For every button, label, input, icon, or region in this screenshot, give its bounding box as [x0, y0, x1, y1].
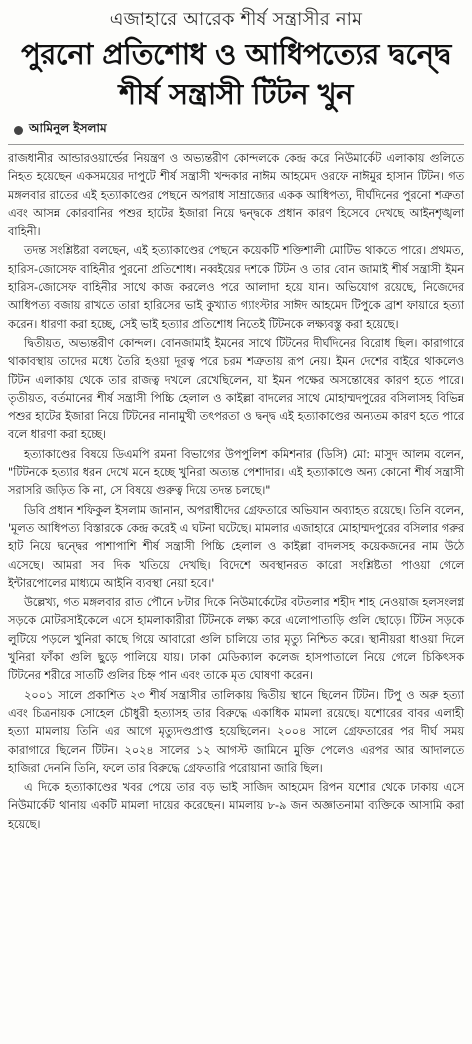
bullet-icon	[14, 126, 23, 135]
paragraph: এ দিকে হত্যাকাণ্ডের খবর পেয়ে তার বড় ভাই সাজিদ আহমেদ রিপন যশোর থেকে ঢাকায় এসে নিউমার্কেট থানায় একটি মামলা দায়ের করেছেন। মামলায় ৮-৯ জন অজ্ঞাতনামা ব্যক্তিকে আসামি করা হয়েছে।	[8, 781, 464, 831]
kicker: এজাহারে আরেক শীর্ষ সন্ত্রাসীর নাম	[109, 9, 363, 30]
paragraph: রাজধানীর আন্ডারওয়ার্ল্ডের নিয়ন্ত্রণ ও অভ্যন্তরীণ কোন্দলকে কেন্দ্র করে নিউমার্কেট এলাকায় গুলিতে নিহত হয়েছেন একসময়ের দাপুটে শীর্ষ সন্ত্রাসী খন্দকার নাঈম আহমেদ ওরফে নাঈমুর হাসান টিটন। গত মঙ্গলবার রাতের এই হত্যাকাণ্ডের পেছনে অপরাধ সাম্রাজ্যের একক আধিপত্য, দীর্ঘদিনের পুরনো শত্রুতা এবং আসন্ন কোরবানির পশুর হাটের ইজারা নিয়ে দ্বন্দ্বকে প্রধান কারণ হিসেবে দেখছে আইনশৃঙ্খলা বাহিনী।	[8, 152, 464, 239]
paragraph: দ্বিতীয়ত, অভ্যন্তরীণ কোন্দল। বোনজামাই ইমনের সাথে টিটনের দীর্ঘদিনের বিরোধ ছিল। কারাগারে থাকাবস্থায় তাদের মধ্যে তৈরি হওয়া দূরত্ব পরে চরম শত্রুতায় রূপ নেয়। ইমন দেশের বাইরে থাকলেও টিটন এলাকায় থেকে তার রাজত্ব দখলে রেখেছিলেন, যা ইমন পক্ষের অসন্তোষের কারণ হতে পারে। তৃতীয়ত, বর্তমানের শীর্ষ সন্ত্রাসী পিচ্চি হেলাল ও কাইল্লা বাদলের সাথে মোহাম্মদপুরের বসিলাসহ বিভিন্ন পশুর হাটের ইজারা নিয়ে টিটনের নানামুখী তৎপরতা ও দ্বন্দ্ব এই হত্যাকাণ্ডের অন্যতম কারণ হতে পারে বলে ধারণা করা হচ্ছে।	[8, 336, 464, 442]
byline: আমিনুল ইসলাম	[29, 121, 107, 135]
paragraph: তদন্ত সংশ্লিষ্টরা বলছেন, এই হত্যাকাণ্ডের পেছনে কয়েকটি শক্তিশালী মোটিভ থাকতে পারে। প্রথমত, হারিস-জোসেফ বাহিনীর পুরনো প্রতিশোধ। নব্বইয়ের দশকে টিটন ও তার বোন জামাই শীর্ষ সন্ত্রাসী ইমন হারিস-জোসেফ বাহিনীর সাথে কাজ করলেও পরে আলাদা হয়ে যান। অভিযোগ রয়েছে, নিজেদের আধিপত্য বজায় রাখতে তারা হারিসের ভাই কুখ্যাত গ্যাংস্টার সাঈদ আহমেদ টিপুকে ব্রাশ ফায়ারে হত্যা করেন। ধারণা করা হচ্ছে, সেই ভাই হত্যার প্রতিশোধ নিতেই টিটনকে লক্ষ্যবস্তু করা হয়েছে।	[8, 244, 464, 331]
byline-row	[14, 120, 464, 140]
paragraph: ২০০১ সালে প্রকাশিত ২৩ শীর্ষ সন্ত্রাসীর তালিকায় দ্বিতীয় স্থানে ছিলেন টিটন। টিপু ও অরু হত্যা এবং চিত্রনায়ক সোহেল চৌধুরী হত্যাসহ তার বিরুদ্ধে একাধিক মামলা রয়েছে। যশোরের বাবর এলাহী হত্যা মামলায় তিনি এর আগে মৃত্যুদণ্ডপ্রাপ্ত হয়েছিলেন। ২০০৪ সালে গ্রেফতারের পর দীর্ঘ সময় কারাগারে ছিলেন টিটন। ২০২৪ সালের ১২ আগস্ট জামিনে মুক্তি পেলেও এরপর আর আদালতে হাজিরা দেননি তিনি, ফলে তার বিরুদ্ধে গ্রেফতারি পরোয়ানা জারি ছিল।	[8, 688, 464, 775]
article-body	[8, 150, 464, 834]
paragraph: হত্যাকাণ্ডের বিষয়ে ডিএমপি রমনা বিভাগের উপপুলিশ কমিশনার (ডিসি) মো: মাসুদ আলম বলেন, "টিটনকে হত্যার ধরন দেখে মনে হচ্ছে খুনিরা অত্যন্ত পেশাদার। এই হত্যাকাণ্ডে অন্য কোনো শীর্ষ সন্ত্রাসী সরাসরি জড়িত কি না, সে বিষয়ে গুরুত্ব দিয়ে তদন্ত চলছে।"	[8, 447, 464, 498]
paragraph: ডিবি প্রধান শফিকুল ইসলাম জানান, অপরাধীদের গ্রেফতারে অভিযান অব্যাহত রয়েছে। তিনি বলেন, 'মূলত আধিপত্য বিস্তারকে কেন্দ্র করেই এ ঘটনা ঘটেছে। মামলার এজাহারে মোহাম্মদপুরের বসিলার গরুর হাট নিয়ে দ্বন্দ্বের পাশাপাশি শীর্ষ সন্ত্রাসী পিচ্চি হেলাল ও কাইল্লা বাদলসহ কয়েকজনের নাম উঠে এসেছে। আমরা সব দিক খতিয়ে দেখছি। বিদেশে অবস্থানরত কারো সংশ্লিষ্টতা পাওয়া গেলে ইন্টারপোলের মাধ্যমে আইনি ব্যবস্থা নেয়া হবে।'	[8, 503, 464, 590]
paragraph: উল্লেখ্য, গত মঙ্গলবার রাত পৌনে ৮টার দিকে নিউমার্কেটের বটতলার শহীদ শাহ নেওয়াজ হলসংলগ্ন সড়কে মোটরসাইকেলে এসে হামলাকারীরা টিটনকে লক্ষ্য করে এলোপাতাড়ি গুলি ছোড়ে। টিটন সড়কে লুটিয়ে পড়লে খুনিরা কাছে গিয়ে আবারো গুলি চালিয়ে তার মৃত্যু নিশ্চিত করে। স্থানীয়রা ধাওয়া দিলে খুনিরা ফাঁকা গুলি ছুড়ে পালিয়ে যায়। ঢাকা মেডিক্যাল কলেজ হাসপাতালে নিয়ে গেলে চিকিৎসক টিটনের শরীরে সাতটি গুলির চিহ্ন পান এবং তাকে মৃত ঘোষণা করেন।	[8, 596, 464, 683]
divider	[8, 144, 464, 145]
headline: পুরনো প্রতিশোধ ও আধিপত্যের দ্বন্দ্বে শীর্ষ সন্ত্রাসী টিটন খুন	[21, 37, 451, 111]
